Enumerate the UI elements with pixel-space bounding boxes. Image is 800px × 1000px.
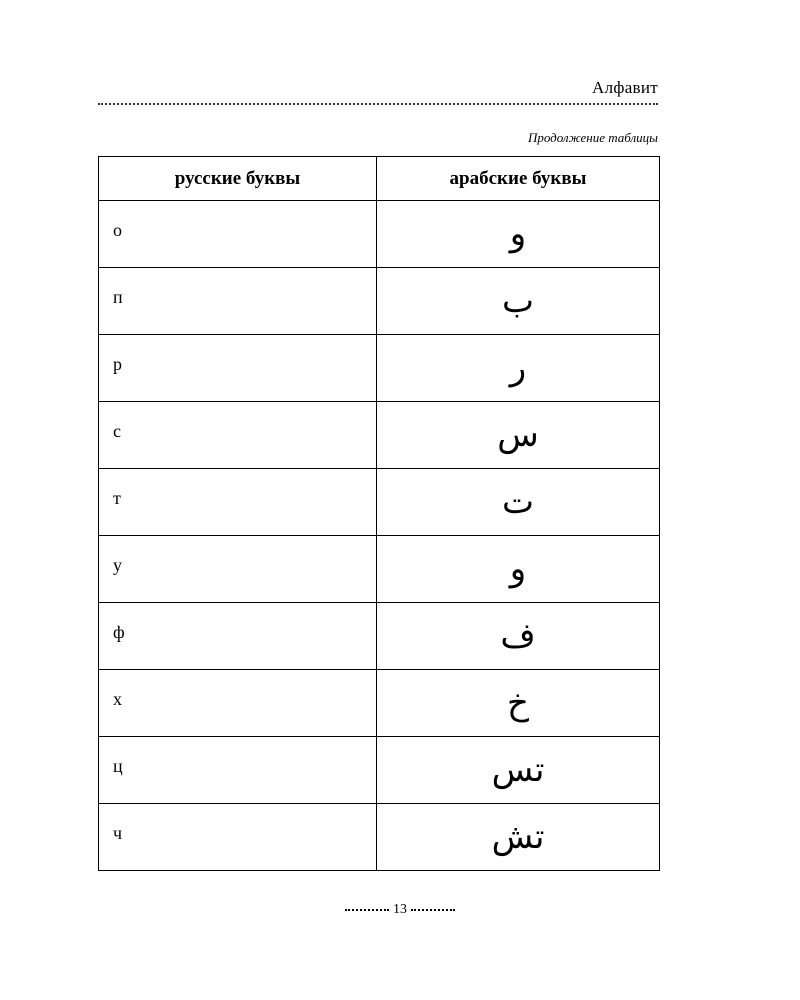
russian-letter-cell — [99, 536, 377, 603]
arabic-letter-cell: تس — [377, 737, 660, 804]
table-row — [99, 335, 660, 402]
arabic-letter-cell: ف — [377, 603, 660, 670]
russian-letter: х — [113, 688, 122, 709]
table-header-row — [99, 157, 660, 201]
table-row — [99, 402, 660, 469]
table-row — [99, 536, 660, 603]
arabic-letter-cell: ب — [377, 268, 660, 335]
arabic-letter-cell: تش — [377, 804, 660, 871]
russian-letter-cell — [99, 335, 377, 402]
russian-letter-cell — [99, 603, 377, 670]
russian-letter-cell — [99, 737, 377, 804]
russian-letter: ц — [113, 755, 123, 776]
russian-letter-cell — [99, 670, 377, 737]
table-row — [99, 603, 660, 670]
russian-letter-cell — [99, 268, 377, 335]
running-title: Алфавит — [592, 78, 658, 97]
arabic-letter-cell: خ — [377, 670, 660, 737]
arabic-letter-cell: و — [377, 536, 660, 603]
table-row — [99, 804, 660, 871]
table-row — [99, 737, 660, 804]
column-header-arabic: арабские буквы — [377, 157, 660, 201]
column-header-russian: русские буквы — [99, 157, 377, 201]
russian-letter: у — [113, 554, 122, 575]
table-continuation-note: Продолжение таблицы — [527, 130, 658, 145]
page-number: 13 — [393, 902, 407, 917]
page-footer — [0, 902, 800, 918]
russian-letter: о — [113, 219, 122, 240]
arabic-letter-cell: و — [377, 201, 660, 268]
russian-letter: ф — [113, 621, 125, 642]
russian-letter-cell — [99, 469, 377, 536]
russian-letter: ч — [113, 822, 123, 843]
footer-dots-right — [411, 909, 455, 911]
alphabet-table — [98, 156, 660, 871]
table-row — [99, 268, 660, 335]
russian-letter: т — [113, 487, 121, 508]
russian-letter-cell — [99, 804, 377, 871]
russian-letter-cell — [99, 402, 377, 469]
table-row — [99, 670, 660, 737]
arabic-letter-cell: ر — [377, 335, 660, 402]
header-dotted-rule — [98, 103, 658, 105]
russian-letter: п — [113, 286, 123, 307]
table-row — [99, 469, 660, 536]
russian-letter: р — [113, 353, 122, 374]
russian-letter: с — [113, 420, 121, 441]
russian-letter-cell — [99, 201, 377, 268]
arabic-letter-cell: ت — [377, 469, 660, 536]
arabic-letter-cell: س — [377, 402, 660, 469]
table-row — [99, 201, 660, 268]
footer-dots-left — [345, 909, 389, 911]
